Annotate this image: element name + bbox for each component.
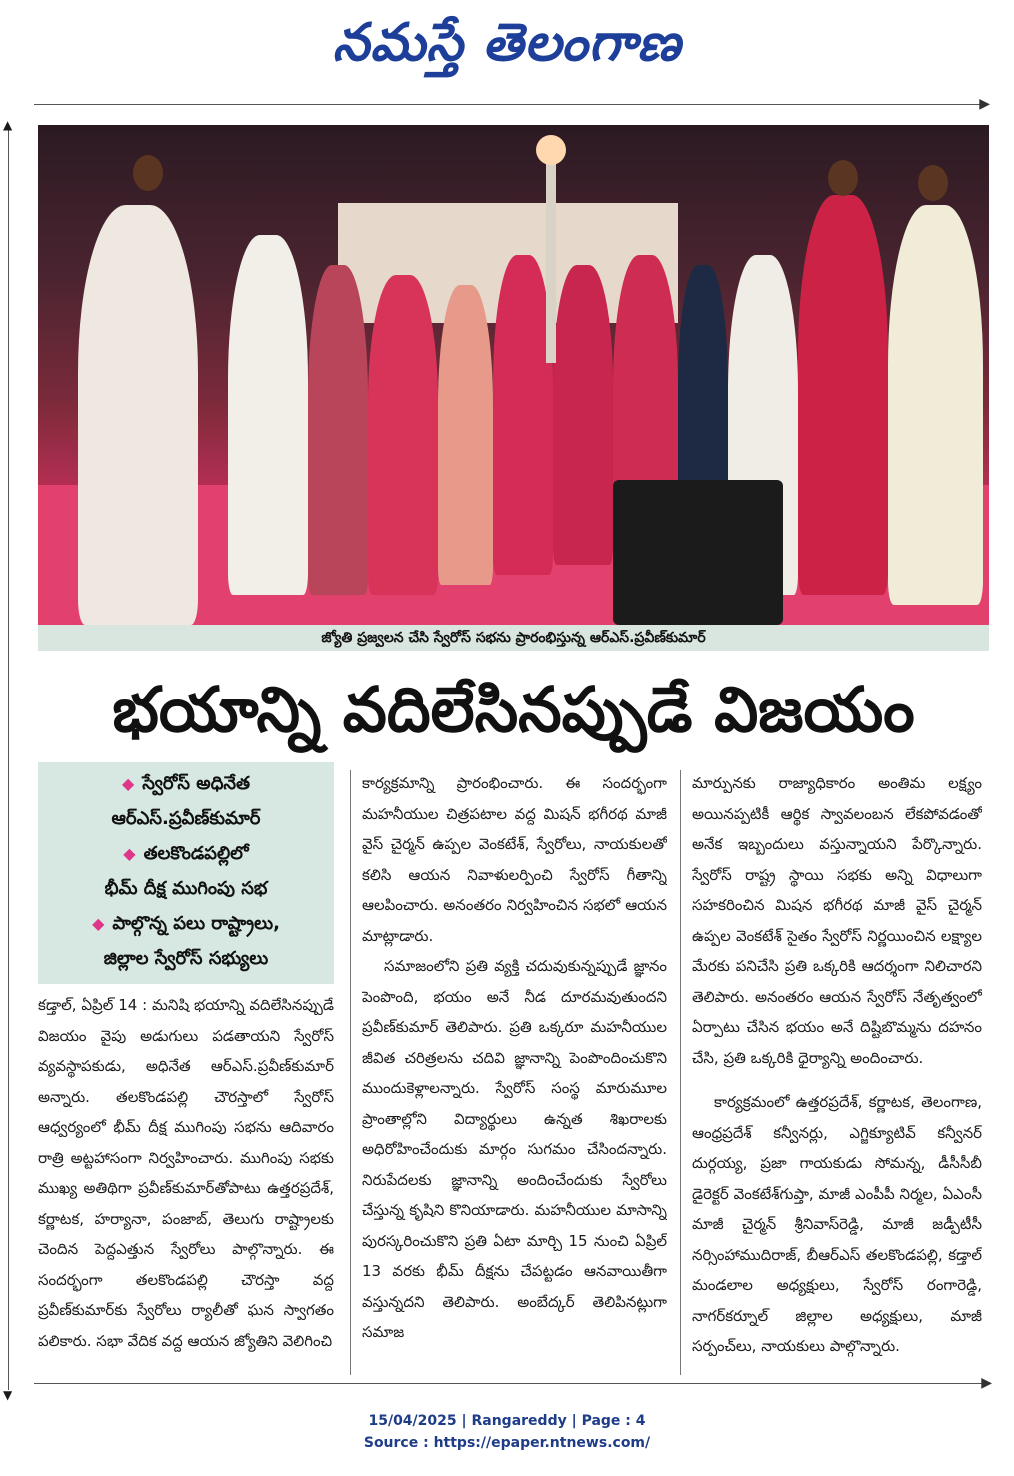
photo-figure [308, 265, 368, 595]
photo-figure [78, 205, 198, 625]
photo-figure [888, 205, 983, 605]
photo-figure-head [828, 160, 858, 196]
highlight-line: భీమ్ దీక్ష ముగింపు సభ [104, 878, 268, 899]
bottom-rule [34, 1375, 992, 1391]
article-paragraph: కడ్తాల్, ఏప్రిల్ 14 : మనిషి భయాన్ని వదిలేసినప్పుడే విజయం వైపు అడుగులు పడతాయని స్వేరోస్ వ్యవస్థాపకుడు, అధినేత ఆర్ఎస్.ప్రవీణ్‌కుమార్ అన్నారు. తలకొండపల్లి చౌరస్తాలో స్వేరోస్ ఆధ్వర్యంలో భీమ్ దీక్ష ముగింపు సభను ఆదివారం రాత్రి అట్టహాసంగా నిర్వహించారు. ముగింపు సభకు ముఖ్య అతిథిగా ప్రవీణ్‌కుమార్‌తోపాటు ఉత్తరప్రదేశ్, కర్ణాటక, హర్యానా, పంజాబ్, తెలుగు రాష్ట్రాలకు చెందిన పెద్దఎత్తున స్వేరోలు పాల్గొన్నారు. ఈ సందర్భంగా తలకొండపల్లి చౌరస్తా వద్ద ప్రవీణ్‌కుమార్‌కు స్వేరోలు ర్యాలీతో ఘన స్వాగతం పలికారు. సభా వేదిక వద్ద ఆయన జ్యోతిని వెలిగించి [38, 996, 334, 1350]
news-photo [38, 125, 989, 625]
photo-figure [438, 285, 493, 585]
highlight-line: ◆ స్వేరోస్ అధినేత [121, 773, 251, 794]
arrow-up-icon: ▲ [3, 118, 13, 132]
highlight-line: ఆర్ఎస్.ప్రవీణ్‌కుమార్ [111, 808, 261, 829]
photo-figure [798, 195, 888, 595]
article-paragraph: కార్యక్రమంలో ఉత్తరప్రదేశ్, కర్ణాటక, తెలంగాణ, ఆంధ్రప్రదేశ్ కన్వీనర్లు, ఎగ్జిక్యూటివ్ కన్వీనర్ దుర్గయ్య, ప్రజా గాయకుడు సోమన్న, డీసీసీబీ డైరెక్టర్ వెంకటేశ్‌గుప్తా, మాజీ ఎంపీపీ నిర్మల, ఏఎంసీ మాజీ చైర్మన్ శ్రీనివాస్‌రెడ్డి, మాజీ జడ్పీటీసీ నర్సింహాముదిరాజ్, బీఆర్ఎస్ తలకొండపల్లి, కడ్తాల్ మండలాల అధ్యక్షులు, స్వేరోస్ రంగారెడ్డి, నాగర్‌కర్నూల్ జిల్లాల అధ్యక్షులు, మాజీ సర్పంచ్‌లు, నాయకులు పాల్గొన్నారు. [692, 1093, 982, 1355]
article-paragraph: సమాజంలోని ప్రతి వ్యక్తి చదువుకున్నప్పుడే జ్ఞానం పెంపొంది, భయం అనే నీడ దూరమవుతుందని ప్రవీణ్‌కుమార్ తెలిపారు. ప్రతి ఒక్కరూ మహనీయుల జీవిత చరిత్రలను చదివి జ్ఞానాన్ని పెంపొందించుకొని ముందుకెళ్లాలన్నారు. స్వేరోస్ సంస్థ మారుమూల ప్రాంతాల్లోని విద్యార్థులు ఉన్నత శిఖరాలకు అధిరోహించేందుకు మార్గం సుగమం చేసిందన్నారు. నిరుపేదలకు జ్ఞానాన్ని అందించేందుకు స్వేరోలు చేస్తున్న కృషిని కొనియాడారు. మహనీయుల మాసాన్ని పురస్కరించుకొని ప్రతి ఏటా మార్చి 15 నుంచి ఏప్రిల్ 13 వరకు భీమ్ దీక్షను చేపట్టడం ఆనవాయితీగా వస్తున్నదని తెలిపారు. అంబేద్కర్ తెలిపినట్లుగా సమాజ [362, 957, 667, 1341]
article-paragraph: కార్యక్రమాన్ని ప్రారంభించారు. ఈ సందర్భంగా మహనీయుల చిత్రపటాల వద్ద మిషన్ భగీరథ మాజీ వైస్ చైర్మన్ ఉప్పల వెంకటేశ్, స్వేరోలు, నాయకులతో కలిసి ఆయన నివాళులర్పించి స్వేరోస్ గీతాన్ని ఆలపించారు. అనంతరం నిర్వహించిన సభలో ఆయన మాట్లాడారు. [362, 774, 667, 945]
article-column-1 [38, 990, 334, 1380]
arrow-right-icon: ▶ [979, 96, 990, 112]
column-divider [680, 770, 681, 1375]
diamond-bullet-icon: ◆ [121, 774, 135, 793]
photo-figure-head [133, 155, 163, 191]
photo-figure [228, 235, 308, 595]
torch [546, 153, 556, 363]
stage-speaker [613, 480, 783, 625]
top-rule [34, 96, 990, 112]
footer-date-edition: 15/04/2025 | Rangareddy | Page : 4 [368, 1413, 646, 1429]
masthead-title: నమస్తే తెలంగాణ [332, 13, 682, 73]
arrow-down-icon: ▼ [3, 1388, 13, 1402]
arrow-right-icon: ▶ [981, 1375, 992, 1391]
diamond-bullet-icon: ◆ [123, 844, 136, 863]
footer [0, 1410, 1014, 1454]
footer-source[interactable]: Source : https://epaper.ntnews.com/ [363, 1435, 651, 1451]
highlights-box [38, 762, 334, 984]
photo-figure [553, 265, 613, 565]
photo-figure [368, 275, 438, 595]
photo-figure [493, 255, 553, 575]
diamond-bullet-icon: ◆ [92, 914, 105, 933]
highlight-line: ◆ తలకొండపల్లిలో [123, 843, 249, 864]
article-paragraph: మార్పునకు రాజ్యాధికారం అంతిమ లక్ష్యం అయినప్పటికీ ఆర్థిక స్వావలంబన లేకపోవడంతో అనేక ఇబ్బందులు వస్తున్నాయని పేర్కొన్నారు. స్వేరోస్ రాష్ట్ర స్థాయి సభకు అన్ని విధాలుగా సహకరించిన మిషన భగీరథ మాజీ వైస్ చైర్మన్ ఉప్పల వెంకటేశ్ సైతం స్వేరోస్ నిర్ణయించిన లక్ష్యాల మేరకు పనిచేసి ప్రతి ఒక్కరికి ఆదర్శంగా నిలిచారని తెలిపారు. అనంతరం ఆయన స్వేరోస్ నేతృత్వంలో ఏర్పాటు చేసిన భయం అనే దిష్టిబొమ్మను దహనం చేసి, ప్రతి ఒక్కరికి ధైర్యాన్ని అందించారు. [692, 774, 982, 1067]
highlight-line: జిల్లాల స్వేరోస్ సభ్యులు [103, 948, 269, 969]
headline: భయాన్ని వదిలేసినప్పుడే విజయం [112, 673, 915, 746]
torch-flame [536, 135, 566, 165]
photo-figure-head [918, 165, 948, 201]
article-column-3 [692, 768, 982, 1380]
photo-caption: జ్యోతి ప్రజ్వలన చేసి స్వేరోస్ సభను ప్రారంభిస్తున్న ఆర్ఎస్.ప్రవీణ్‌కుమార్ [38, 625, 989, 651]
column-divider [350, 770, 351, 1375]
article-column-2 [362, 768, 667, 1380]
highlight-line: ◆ పాల్గొన్న పలు రాష్ట్రాలు, [92, 913, 280, 934]
vertical-rule [3, 118, 13, 1402]
